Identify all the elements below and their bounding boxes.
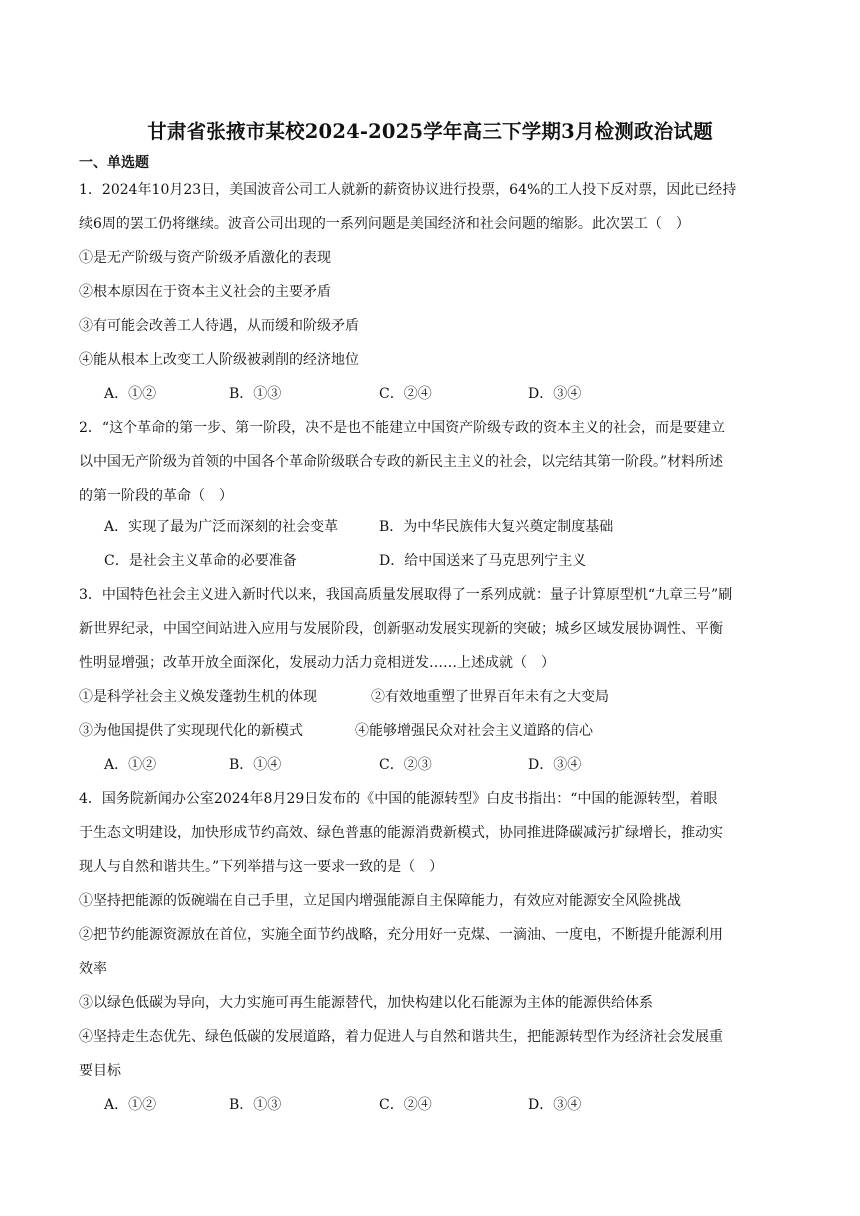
question-4-stem-line-2: 于生态文明建设，加快形成节约高效、绿色普惠的能源消费新模式，协同推进降碳减污扩绿增长，推动实 (79, 825, 723, 841)
question-4-statement-1: ①坚持把能源的饭碗端在自己手里，立足国内增强能源自主保障能力，有效应对能源安全风险挑战 (79, 893, 681, 909)
question-3-stem-line-1: 3．中国特色社会主义进入新时代以来，我国高质量发展取得了一系列成就：量子计算原型机“九章三号”刷 (79, 587, 733, 603)
question-1-option-a[interactable]: A．①② (104, 386, 157, 402)
section-heading: 一、单选题 (79, 155, 149, 171)
question-3-option-d[interactable]: D．③④ (528, 757, 582, 773)
question-4-option-b[interactable]: B．①③ (229, 1097, 282, 1113)
question-2-option-b[interactable]: B．为中华民族伟大复兴奠定制度基础 (379, 519, 614, 535)
question-3-stem-line-3: 性明显增强；改革开放全面深化，发展动力活力竞相迸发……上述成就（ ） (79, 655, 555, 671)
question-2-option-d[interactable]: D．给中国送来了马克思列宁主义 (379, 553, 587, 569)
question-1-stem-line-1: 1．2024年10月23日，美国波音公司工人就新的薪资协议进行投票，64%的工人投下反对票，因此已经持 (79, 182, 737, 198)
question-4-statement-3: ③以绿色低碳为导向，大力实施可再生能源替代，加快构建以化石能源为主体的能源供给体系 (79, 995, 653, 1011)
question-1-statement-2: ②根本原因在于资本主义社会的主要矛盾 (79, 284, 331, 300)
question-1-statement-3: ③有可能会改善工人待遇，从而缓和阶级矛盾 (79, 318, 359, 334)
question-2-option-c[interactable]: C．是社会主义革命的必要准备 (104, 553, 297, 569)
question-2-stem-line-2: 以中国无产阶级为首领的中国各个革命阶级联合专政的新民主主义的社会，以完结其第一阶段。”材料所述 (79, 454, 724, 470)
question-1-option-c[interactable]: C．②④ (379, 386, 432, 402)
question-4-stem-line-1: 4．国务院新闻办公室2024年8月29日发布的《中国的能源转型》白皮书指出：“中国的能源转型，着眼 (79, 791, 718, 807)
exam-title: 甘肃省张掖市某校2024-2025学年高三下学期3月检测政治试题 (147, 120, 713, 143)
question-4-option-d[interactable]: D．③④ (528, 1097, 582, 1113)
question-2-stem-line-3: 的第一阶段的革命（ ） (79, 488, 233, 504)
question-2-stem-line-1: 2．“这个革命的第一步、第一阶段，决不是也不能建立中国资产阶级专政的资本主义的社会，而是要建立 (79, 420, 726, 436)
question-1-statement-1: ①是无产阶级与资产阶级矛盾激化的表现 (79, 250, 331, 266)
question-3-statement-4: ④能够增强民众对社会主义道路的信心 (355, 723, 593, 739)
question-3-option-a[interactable]: A．①② (104, 757, 157, 773)
question-1-stem-line-2: 续6周的罢工仍将继续。波音公司出现的一系列问题是美国经济和社会问题的缩影。此次罢工（ ） (79, 216, 690, 232)
question-3-option-c[interactable]: C．②③ (379, 757, 432, 773)
question-4-statement-4-line-2: 要目标 (79, 1063, 121, 1079)
question-4-option-c[interactable]: C．②④ (379, 1097, 432, 1113)
question-1-statement-4: ④能从根本上改变工人阶级被剥削的经济地位 (79, 352, 359, 368)
question-3-option-b[interactable]: B．①④ (229, 757, 282, 773)
question-3-statement-2: ②有效地重塑了世界百年未有之大变局 (371, 689, 609, 705)
question-3-statement-3: ③为他国提供了实现现代化的新模式 (79, 723, 303, 739)
question-2-option-a[interactable]: A．实现了最为广泛而深刻的社会变革 (104, 519, 339, 535)
question-4-statement-4-line-1: ④坚持走生态优先、绿色低碳的发展道路，着力促进人与自然和谐共生，把能源转型作为经济社会发展重 (79, 1029, 723, 1045)
question-4-stem-line-3: 现人与自然和谐共生。”下列举措与这一要求一致的是（ ） (79, 859, 444, 875)
question-4-option-a[interactable]: A．①② (104, 1097, 157, 1113)
question-1-option-d[interactable]: D．③④ (528, 386, 582, 402)
question-4-statement-2-line-1: ②把节约能源资源放在首位，实施全面节约战略，充分用好一克煤、一滴油、一度电，不断提升能源利用 (79, 927, 723, 943)
question-3-statement-1: ①是科学社会主义焕发蓬勃生机的体现 (79, 689, 317, 705)
question-3-stem-line-2: 新世界纪录，中国空间站进入应用与发展阶段，创新驱动发展实现新的突破；城乡区域发展协调性、平衡 (79, 621, 723, 637)
question-1-option-b[interactable]: B．①③ (229, 386, 282, 402)
question-4-statement-2-line-2: 效率 (79, 961, 107, 977)
